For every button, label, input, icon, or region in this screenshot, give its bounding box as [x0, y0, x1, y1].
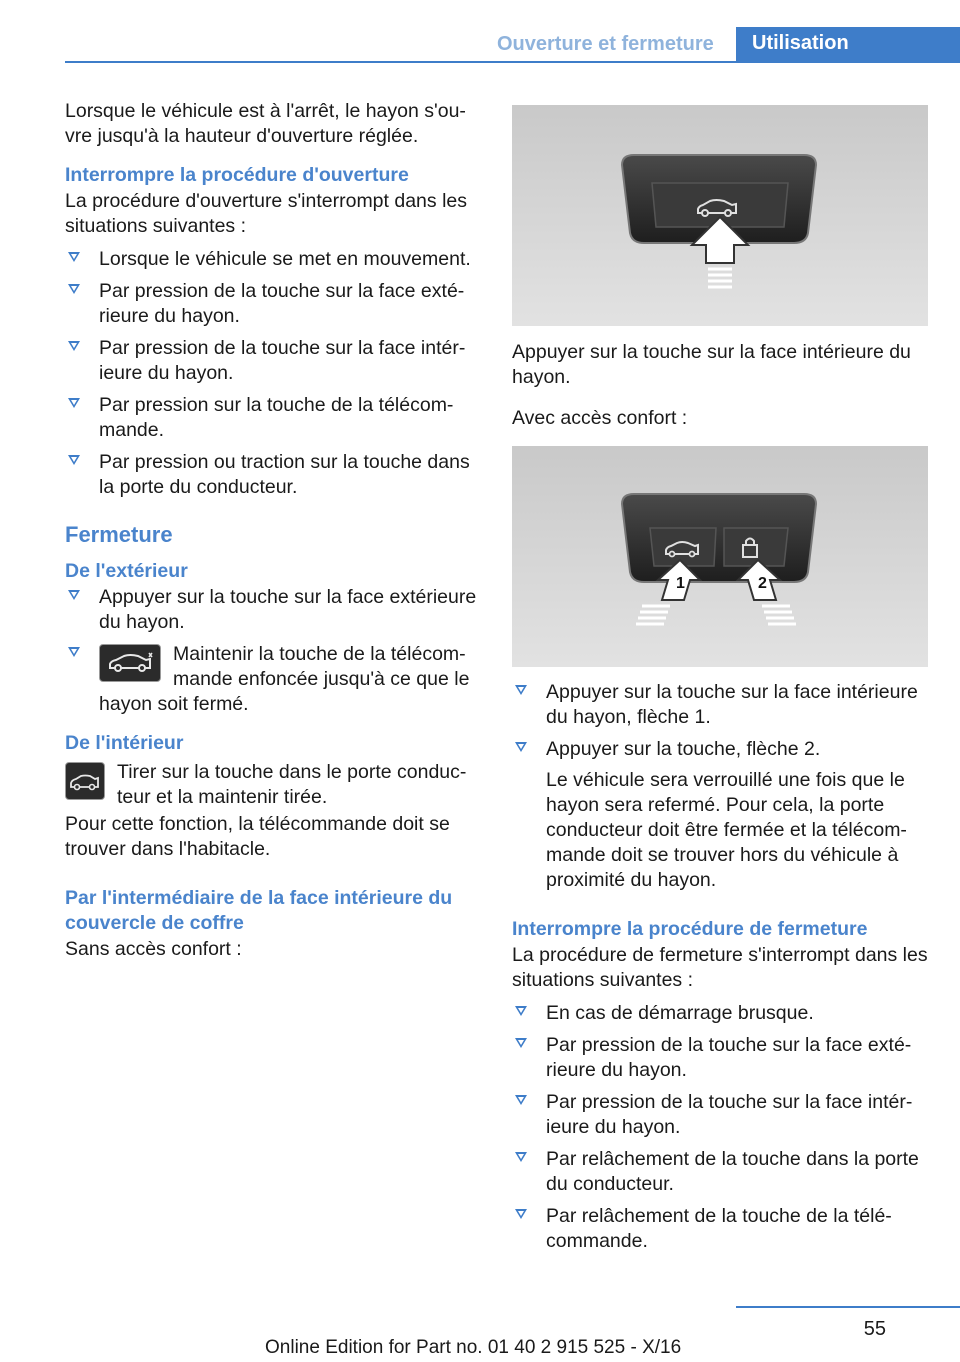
confort-steps-list	[512, 680, 928, 893]
list-item: Par relâchement de la touche dans la porte du conducteur.	[512, 1147, 928, 1197]
list-item: En cas de démarrage brusque.	[512, 1001, 928, 1026]
triangle-bullet-icon	[68, 284, 80, 294]
interrupt-opening-list	[65, 247, 483, 500]
page-number: 55	[863, 1318, 886, 1340]
triangle-bullet-icon	[68, 341, 80, 351]
interior-note: Pour cette fonction, la télécommande doit se trouver dans l'habitacle.	[65, 813, 450, 860]
header-section-title: Ouverture et fermeture	[497, 33, 714, 55]
triangle-bullet-icon	[68, 398, 80, 408]
heading-exterieur: De l'extérieur	[65, 560, 188, 582]
heading-interrupt-closing: Interrompre la procédure de fermeture	[512, 918, 868, 940]
interior-instruction: Tirer sur la touche dans le porte conduc‐teur et la maintenir tirée.	[65, 760, 483, 810]
photo1-caption: Appuyer sur la touche sur la face intérieure du hayon.	[512, 341, 911, 388]
triangle-bullet-icon	[515, 685, 527, 695]
triangle-bullet-icon	[68, 590, 80, 600]
list-item: Par pression de la touche sur la face intér‐ieure du hayon.	[65, 336, 483, 386]
heading-interieur: De l'intérieur	[65, 732, 184, 754]
exterior-list	[65, 585, 483, 717]
list-item: Par pression de la touche sur la face exté‐rieure du hayon.	[512, 1033, 928, 1083]
interrupt-opening-intro: La procédure d'ouverture s'interrompt dans les situations suivantes :	[65, 190, 467, 237]
edition-footer: Online Edition for Part no. 01 40 2 915 525 - X/16	[265, 1337, 682, 1358]
triangle-bullet-icon	[515, 1095, 527, 1105]
list-item: Par relâchement de la touche de la télé‐commande.	[512, 1204, 928, 1254]
triangle-bullet-icon	[515, 742, 527, 752]
tailgate-button-photo	[512, 105, 928, 326]
list-item: Par pression sur la touche de la télécom‐mande.	[65, 393, 483, 443]
triangle-bullet-icon	[68, 455, 80, 465]
list-item: Appuyer sur la touche sur la face intérieure du hayon, flèche 1.	[512, 680, 928, 730]
list-item: Appuyer sur la touche sur la face extérieure du hayon.	[65, 585, 483, 635]
heading-fermeture: Fermeture	[65, 522, 173, 547]
interrupt-closing-list	[512, 1001, 928, 1254]
right-column-lower	[512, 680, 928, 1261]
heading-couvercle: Par l'intermédiaire de la face intérieure du couvercle de coffre	[65, 887, 453, 934]
right-column	[512, 340, 928, 439]
intro-paragraph: Lorsque le véhicule est à l'arrêt, le hayon s'ou‐vre jusqu'à la hauteur d'ouverture réglée.	[65, 100, 466, 147]
list-item: Lorsque le véhicule se met en mouvement.	[65, 247, 483, 272]
left-column	[65, 99, 483, 970]
footer-divider	[736, 1306, 960, 1308]
list-item: Par pression de la touche sur la face intér‐ieure du hayon.	[512, 1090, 928, 1140]
tailgate-buttons-comfort-photo	[512, 446, 928, 667]
triangle-bullet-icon	[515, 1152, 527, 1162]
list-item: Appuyer sur la touche, flèche 2. Le véhicule sera verrouillé une fois que le hayon sera refermé. Pour cela, la porte conducteur doit être fermée et la télécom‐mande doit se trouver hors du véhicule à proximité du hayon.	[512, 737, 928, 893]
list-item: Maintenir la touche de la télécom‐mande enfoncée jusqu'à ce que le hayon soit fermé.	[65, 642, 483, 717]
triangle-bullet-icon	[515, 1038, 527, 1048]
sans-confort-label: Sans accès confort :	[65, 938, 242, 960]
car-tailgate-icon	[65, 762, 105, 800]
avec-confort-label: Avec accès confort :	[512, 407, 688, 429]
arrow-label-1: 1	[676, 575, 685, 592]
triangle-bullet-icon	[515, 1209, 527, 1219]
list-item: Par pression de la touche sur la face exté‐rieure du hayon.	[65, 279, 483, 329]
car-tailgate-icon	[99, 644, 161, 682]
arrow-label-2: 2	[758, 575, 767, 592]
header-chapter-tab: Utilisation	[736, 27, 960, 62]
triangle-bullet-icon	[68, 647, 80, 657]
list-item: Par pression ou traction sur la touche dans la porte du conducteur.	[65, 450, 483, 500]
triangle-bullet-icon	[515, 1006, 527, 1016]
interrupt-closing-intro: La procédure de fermeture s'interrompt dans les situations suivantes :	[512, 944, 928, 991]
header-divider	[65, 61, 960, 63]
lock-note: Le véhicule sera verrouillé une fois que le hayon sera refermé. Pour cela, la porte conducteur doit être fermée et la télécom‐mande doit se trouver hors du véhicule à proximité du hayon.	[546, 769, 907, 891]
triangle-bullet-icon	[68, 252, 80, 262]
heading-interrupt-opening: Interrompre la procédure d'ouverture	[65, 164, 409, 186]
